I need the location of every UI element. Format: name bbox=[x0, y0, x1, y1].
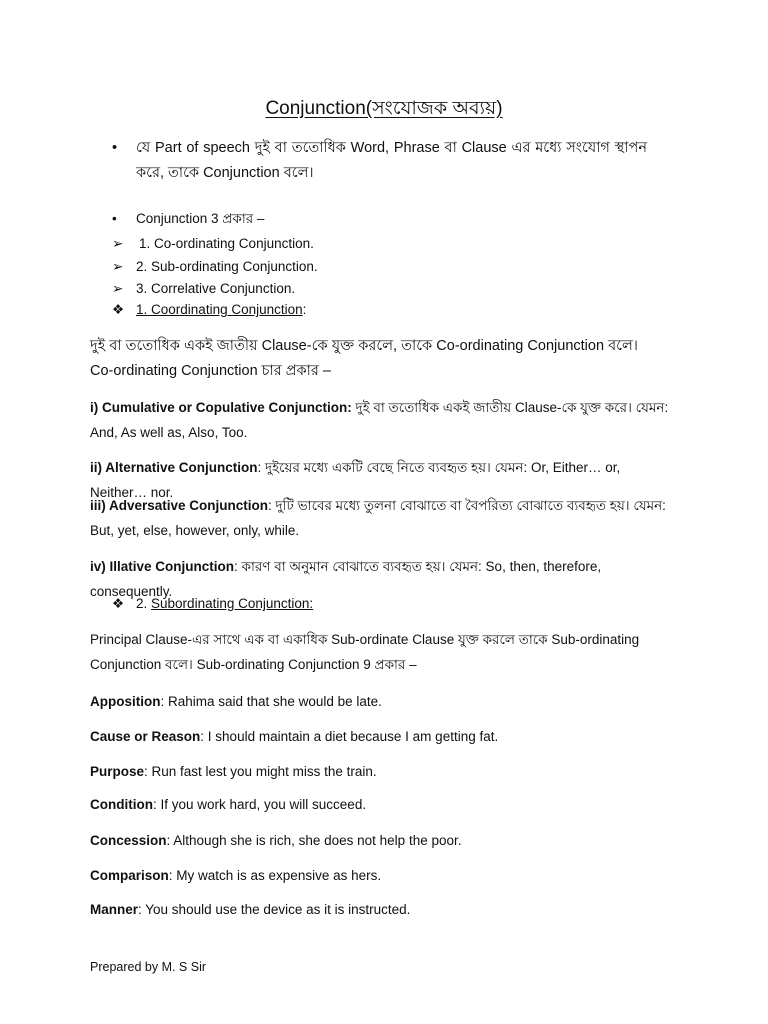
arrow-icon: ➢ bbox=[112, 259, 124, 274]
page-title: Conjunction(সংযোজক অব্যয়) bbox=[265, 98, 503, 119]
bullet-icon: • bbox=[112, 140, 118, 156]
definition-item bbox=[112, 136, 647, 186]
diamond-icon: ❖ bbox=[112, 596, 125, 611]
subordinating-example: Concession: Although she is rich, she does not help the poor. bbox=[90, 833, 462, 848]
coordinating-item: iii) Adversative Conjunction: দুটি ভাবের মধ্যে তুলনা বোঝাতে বা বৈপরিত্য বোঝাতে ব্যবহৃত হয়। যেমন: But, yet, else, however, only, while. bbox=[90, 498, 666, 538]
subordinating-example: Purpose: Run fast lest you might miss the train. bbox=[90, 764, 377, 779]
diamond-icon: ❖ bbox=[112, 302, 125, 317]
coordinating-item: ii) Alternative Conjunction: দুইয়ের মধ্যে একটি বেছে নিতে ব্যবহৃত হয়। যেমন: Or, Either… or, Neither… nor. bbox=[90, 460, 621, 500]
footer-credit: Prepared by M. S Sir bbox=[90, 960, 207, 974]
coordinating-item: iv) Illative Conjunction: কারণ বা অনুমান বোঝাতে ব্যবহৃত হয়। যেমন: So, then, therefore, consequently. bbox=[90, 559, 602, 599]
section1-paragraph: দুই বা ততোধিক একই জাতীয় Clause-কে যুক্ত করলে, তাকে Co-ordinating Conjunction বলে। Co-ordinating Conjunction চার প্রকার – bbox=[90, 338, 638, 379]
subordinating-example: Apposition: Rahima said that she would be late. bbox=[90, 694, 382, 709]
definition-text: যে Part of speech দুই বা ততোধিক Word, Phrase বা Clause এর মধ্যে সংযোগ স্থাপন করে, তাকে Conjunction বলে। bbox=[136, 140, 647, 181]
arrow-icon: ➢ bbox=[112, 236, 124, 251]
subordinating-example: Condition: If you work hard, you will succeed. bbox=[90, 797, 367, 812]
subordinating-example: Manner: You should use the device as it is instructed. bbox=[90, 902, 411, 917]
section2-paragraph: Principal Clause-এর সাথে এক বা একাধিক Sub-ordinate Clause যুক্ত করলে তাকে Sub-ordinating Conjunction বলে। Sub-ordinating Conjunction 9 প্রকার – bbox=[90, 632, 640, 672]
coordinating-item: i) Cumulative or Copulative Conjunction: দুই বা ততোধিক একই জাতীয় Clause-কে যুক্ত করে। যেমন: And, As well as, Also, Too. bbox=[90, 400, 669, 440]
bullet-icon: • bbox=[112, 211, 117, 226]
document-page: Conjunction(সংযোজক অব্যয়) • যে Part of speech দুই বা ততোধিক Word, Phrase বা Clause এর মধ্যে সংযোগ স্থাপন করে, তাকে Conjunction বলে। • Conjunction 3 প্রকার – ➢ 1. Co-ordinating Conjunction. ➢ 2. Sub-ordinating Conjunction. ➢ 3. Correlative Conjunction. ❖ 1. Coordinating Conjunction: দুই বা ততোধিক একই জাতীয় Clause-কে যুক্ত করলে, তাকে Co-ordinating Conjunction বলে। Co-ordinating Conjunction চার প্রকার – i) Cumulative or Copulative Conjunction: দুই বা ততোধিক একই জাতীয় Clause-কে যুক্ত করে। যেমন: And, As well as, Also, Too. ii) Alternative Conjunction: দুইয়ের মধ্যে একটি বেছে নিতে ব্যবহৃত হয়। যেমন: Or, Either… or, Neither… nor. iii) Adversative Conjunction: দুটি ভাবের মধ্যে তুলনা বোঝাতে বা বৈপরিত্য বোঝাতে ব্যবহৃত হয়। যেমন: But, yet, else, however, only, while. iv) Illative Conjunction: কারণ বা অনুমান বোঝাতে ব্যবহৃত হয়। যেমন: So, then, therefore, consequently. ❖ 2. Subordinating Conjunction: Principal Clause-এর সাথে এক বা একাধিক Sub-ordinate Clause যুক্ত করলে তাকে Sub-ordinating Conjunction বলে। Sub-ordinating Conjunction 9 প্রকার – Apposition: Rahima said that she would be late. Cause or Reason: I should maintain a diet because I am getting fat. Purpose: Run fast lest you might miss the train. Condition: If you work hard, you will succeed. Concession: Although she is rich, she does not help the poor. Comparison: My watch is as expensive as hers. Manner: You should use the device as it is instructed. Prepared by M. S Sir bbox=[0, 0, 768, 1024]
arrow-icon: ➢ bbox=[112, 281, 124, 296]
subordinating-example: Comparison: My watch is as expensive as hers. bbox=[90, 868, 382, 883]
subordinating-example: Cause or Reason: I should maintain a diet because I am getting fat. bbox=[90, 729, 499, 744]
